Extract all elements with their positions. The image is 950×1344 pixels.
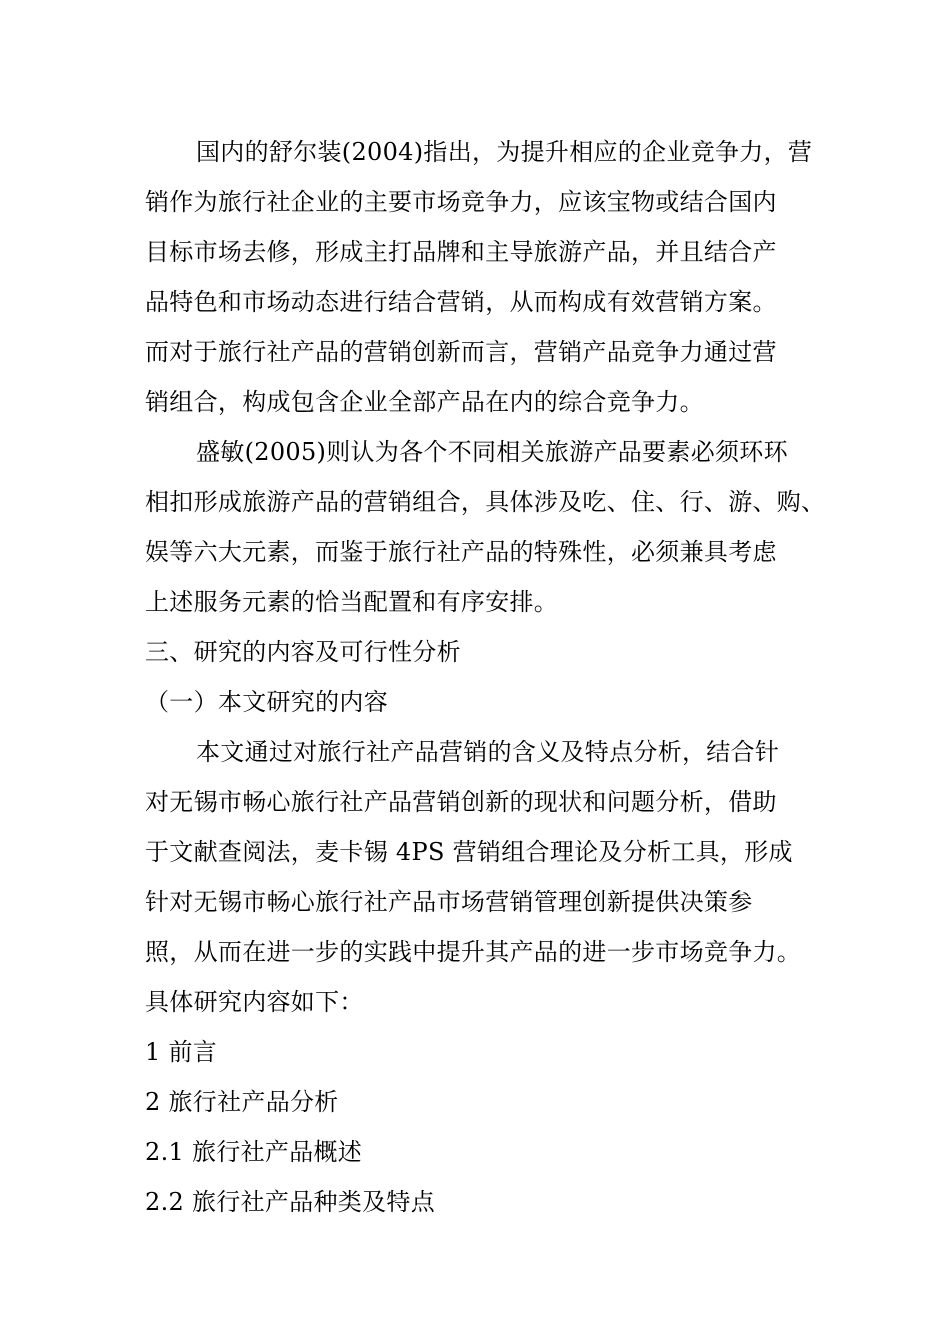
- paragraph-line: 针对无锡市畅心旅行社产品市场营销管理创新提供决策参: [145, 888, 753, 916]
- paragraph-line: 上述服务元素的恰当配置和有序安排。: [145, 588, 559, 616]
- outline-list: [145, 1027, 815, 1227]
- paragraph-line: 娱等六大元素，而鉴于旅行社产品的特殊性，必须兼具考虑: [145, 538, 777, 566]
- outline-item: 2.1 旅行社产品概述: [145, 1138, 363, 1166]
- outline-item: 2.2 旅行社产品种类及特点: [145, 1188, 435, 1216]
- paragraph-line: 盛敏(2005)则认为各个不同相关旅游产品要素必须环环: [196, 438, 788, 466]
- subsection-heading: （一）本文研究的内容: [145, 688, 388, 716]
- outline-item: 1 前言: [145, 1038, 218, 1066]
- paragraph-line: 品特色和市场动态进行结合营销，从而构成有效营销方案。: [145, 288, 777, 316]
- paragraph-line: 于文献查阅法，麦卡锡 4PS 营销组合理论及分析工具，形成: [145, 838, 793, 866]
- document-body: [145, 127, 826, 1227]
- paragraph-line: 照，从而在进一步的实践中提升其产品的进一步市场竞争力。: [145, 938, 802, 966]
- paragraph-line: 相扣形成旅游产品的营销组合，具体涉及吃、住、行、游、购、: [145, 488, 826, 516]
- paragraph-line: 本文通过对旅行社产品营销的含义及特点分析，结合针: [196, 738, 780, 766]
- section-heading: 三、研究的内容及可行性分析: [145, 638, 461, 666]
- paragraph-line: 对无锡市畅心旅行社产品营销创新的现状和问题分析，借助: [145, 788, 777, 816]
- paragraph-line: 销作为旅行社企业的主要市场竞争力，应该宝物或结合国内: [145, 188, 777, 216]
- paragraph-literature-shuerzhuang: [145, 127, 815, 427]
- outline-item: 2 旅行社产品分析: [145, 1088, 339, 1116]
- paragraph-line: 具体研究内容如下：: [145, 988, 364, 1016]
- paragraph-line: 目标市场去修，形成主打品牌和主导旅游产品，并且结合产: [145, 238, 777, 266]
- paragraph-literature-shengmin: [145, 427, 826, 627]
- paragraph-research-content: [145, 727, 815, 1027]
- paragraph-line: 而对于旅行社产品的营销创新而言，营销产品竞争力通过营: [145, 338, 777, 366]
- paragraph-line: 国内的舒尔装(2004)指出，为提升相应的企业竞争力，营: [196, 138, 813, 166]
- paragraph-line: 销组合，构成包含企业全部产品在内的综合竞争力。: [145, 388, 704, 416]
